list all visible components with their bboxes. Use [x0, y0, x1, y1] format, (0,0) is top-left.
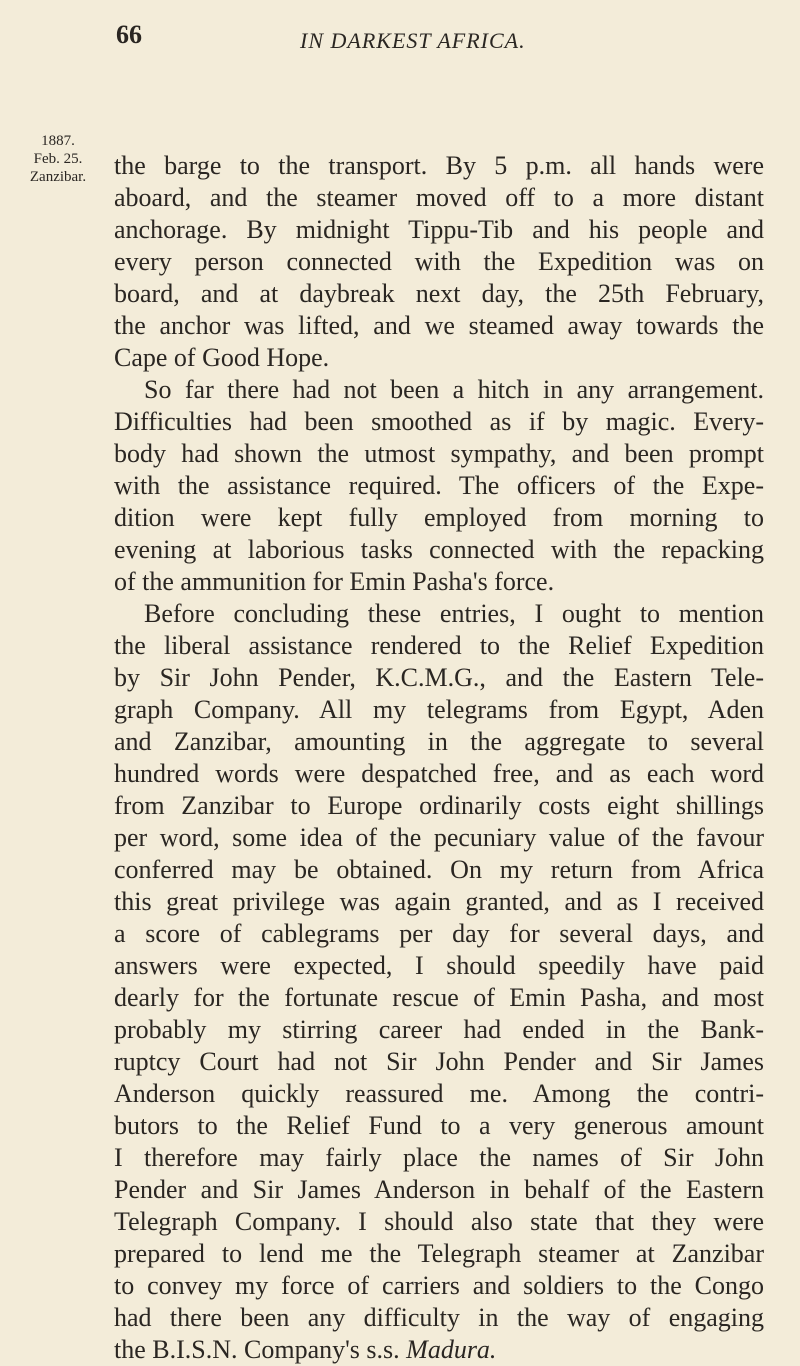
text-line: graph Company. All my telegrams from Egypt, Aden [114, 695, 764, 724]
text-line: by Sir John Pender, K.C.M.G., and the Eastern Tele- [114, 663, 764, 692]
text-line: aboard, and the steamer moved off to a more distant [114, 183, 764, 212]
text-line: Difficulties had been smoothed as if by magic. Every- [114, 407, 764, 436]
text-line: I therefore may fairly place the names of Sir John [114, 1143, 764, 1172]
final-line-text: the B.I.S.N. Company's s.s. [114, 1335, 400, 1364]
text-line: the barge to the transport. By 5 p.m. all hands were [114, 151, 764, 180]
text-line: body had shown the utmost sympathy, and been prompt [114, 439, 764, 468]
text-line: from Zanzibar to Europe ordinarily costs eight shillings [114, 791, 764, 820]
text-line: hundred words were despatched free, and as each word [114, 759, 764, 788]
text-line: evening at laborious tasks connected with the repacking [114, 535, 764, 564]
margin-date: Feb. 25. [33, 151, 83, 167]
text-line: this great privilege was again granted, and as I received [114, 887, 764, 916]
text-line: butors to the Relief Fund to a very generous amount [114, 1111, 764, 1140]
text-line: and Zanzibar, amounting in the aggregate to several [114, 727, 764, 756]
text-line: the liberal assistance rendered to the Relief Expedition [114, 631, 764, 660]
text-line: to convey my force of carriers and soldiers to the Congo [114, 1271, 764, 1300]
text-line: So far there had not been a hitch in any arrangement. [144, 375, 764, 404]
text-line: Before concluding these entries, I ought to mention [144, 599, 764, 628]
margin-year: 1887. [41, 133, 75, 149]
text-line: dearly for the fortunate rescue of Emin Pasha, and most [114, 983, 764, 1012]
page-number: 66 [116, 20, 142, 49]
text-line: prepared to lend me the Telegraph steamer at Zanzibar [114, 1239, 764, 1268]
ship-name: Madura. [406, 1335, 497, 1364]
text-line: Cape of Good Hope. [114, 343, 330, 372]
text-line: of the ammunition for Emin Pasha's force. [114, 567, 555, 596]
text-line: had there been any difficulty in the way of engaging [114, 1303, 764, 1332]
text-line: anchorage. By midnight Tippu-Tib and his people and [114, 215, 764, 244]
text-line: Pender and Sir James Anderson in behalf of the Eastern [114, 1175, 764, 1204]
running-title: IN DARKEST AFRICA. [300, 28, 526, 53]
margin-note [20, 132, 96, 186]
text-line: every person connected with the Expedition was on [114, 247, 764, 276]
text-line: Anderson quickly reassured me. Among the contri- [114, 1079, 764, 1108]
body-text [114, 150, 764, 1366]
text-line: board, and at daybreak next day, the 25th February, [114, 279, 764, 308]
margin-place: Zanzibar. [29, 169, 87, 185]
text-line: a score of cablegrams per day for several days, and [114, 919, 764, 948]
text-line: answers were expected, I should speedily have paid [114, 951, 764, 980]
text-line: ruptcy Court had not Sir John Pender and Sir James [114, 1047, 764, 1076]
text-line: per word, some idea of the pecuniary value of the favour [114, 823, 764, 852]
text-line: Telegraph Company. I should also state that they were [114, 1207, 764, 1236]
text-line: dition were kept fully employed from morning to [114, 503, 764, 532]
text-line: the anchor was lifted, and we steamed away towards the [114, 311, 764, 340]
text-line: probably my stirring career had ended in the Bank- [114, 1015, 764, 1044]
text-line-final [114, 1334, 764, 1366]
text-line: conferred may be obtained. On my return from Africa [114, 855, 764, 884]
text-line: with the assistance required. The officers of the Expe- [114, 471, 764, 500]
